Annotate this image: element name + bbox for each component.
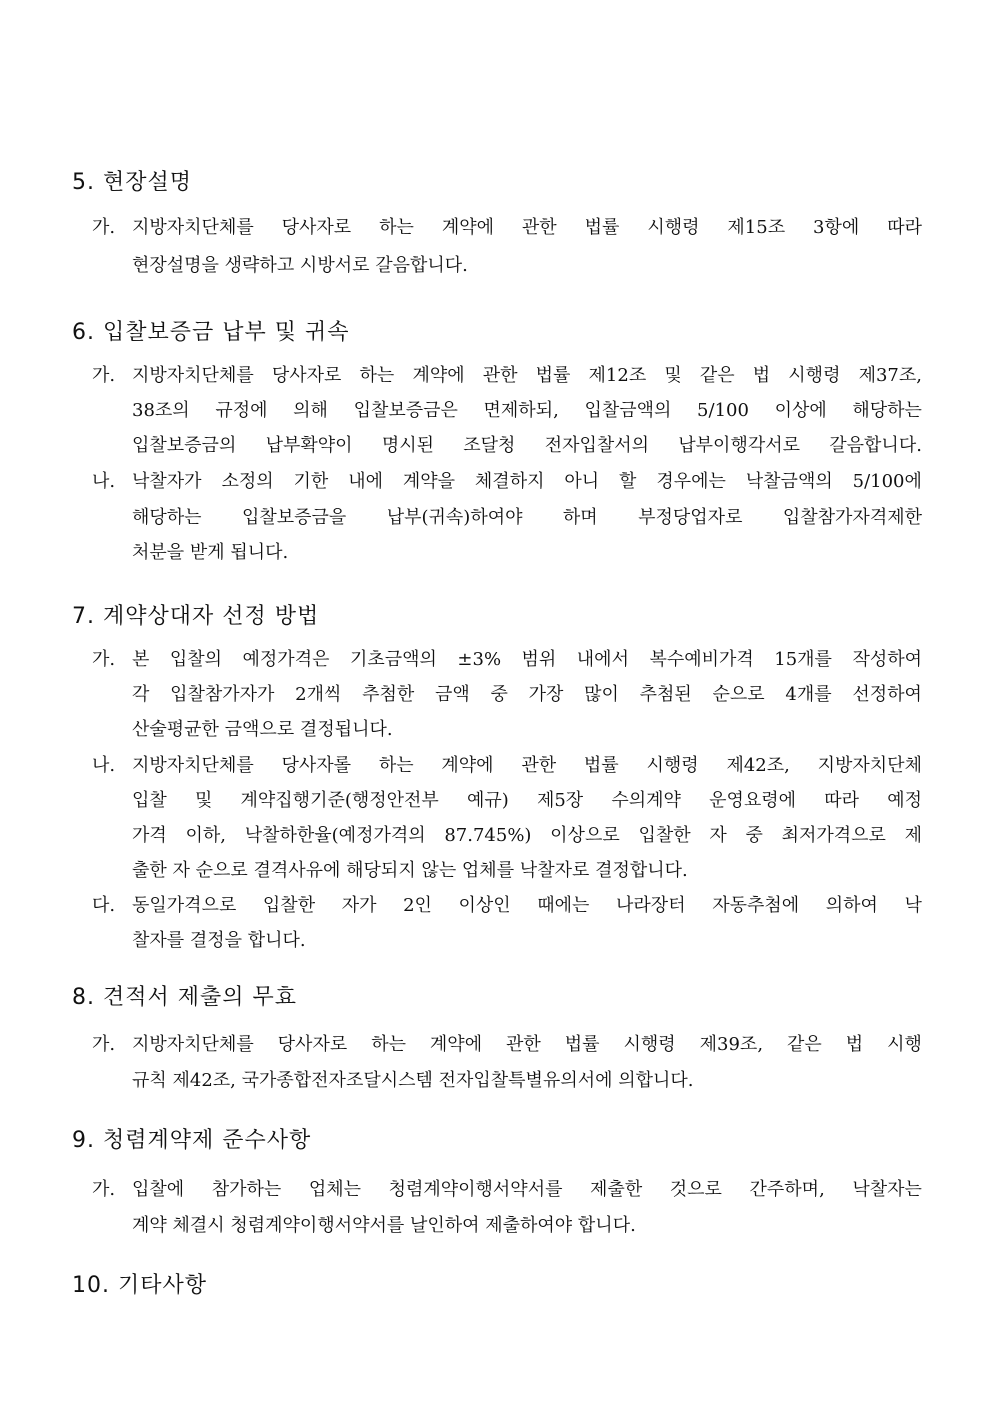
line-word: 2인 bbox=[403, 895, 432, 916]
line-word: 가장 bbox=[528, 684, 564, 705]
section-heading: 9. 청렴계약제 준수사항 bbox=[72, 1128, 312, 1153]
line-word: 법률 bbox=[584, 217, 620, 238]
line-word: 규정에 bbox=[215, 400, 268, 421]
line-word: 입찰보증금을 bbox=[241, 507, 347, 528]
line-word: 입찰보증금은 bbox=[353, 400, 458, 421]
line-word: 업체는 bbox=[308, 1179, 362, 1200]
item-marker: 나. bbox=[92, 755, 116, 776]
line-word: 계약에 bbox=[412, 365, 465, 386]
line-word: 기한 bbox=[293, 471, 329, 492]
line-word: 4개를 bbox=[785, 684, 832, 705]
item-line: 산술평균한 금액으로 결정됩니다. bbox=[132, 719, 393, 740]
item-marker: 가. bbox=[92, 1179, 116, 1200]
line-word: 5/100에 bbox=[852, 471, 922, 492]
item-marker: 다. bbox=[92, 895, 116, 916]
line-word: 관한 bbox=[521, 217, 557, 238]
item-marker: 가. bbox=[92, 1034, 116, 1055]
line-word: 간주하며, bbox=[749, 1179, 825, 1200]
line-word: 입찰금액의 bbox=[584, 400, 672, 421]
line-word: 입찰참가자가 bbox=[170, 684, 275, 705]
line-word: 당사자로 bbox=[271, 365, 342, 386]
line-word: 작성하여 bbox=[852, 649, 922, 670]
line-word: 낙 bbox=[904, 895, 922, 916]
line-word: 참가하는 bbox=[211, 1179, 282, 1200]
line-word: 가격 bbox=[132, 825, 167, 846]
line-word: 내에서 bbox=[576, 649, 629, 670]
item-line bbox=[132, 888, 922, 924]
line-word: 최저가격으로 bbox=[781, 825, 886, 846]
line-word: 의하여 bbox=[825, 895, 878, 916]
line-word: 청렴계약이행서약서를 bbox=[388, 1179, 563, 1200]
line-word: 복수예비가격 bbox=[649, 649, 754, 670]
line-word: 납부이행각서로 bbox=[678, 435, 800, 456]
line-word: 따라 bbox=[887, 217, 922, 238]
line-word: 이상에 bbox=[774, 400, 827, 421]
line-word: 5/100 bbox=[697, 400, 749, 421]
line-word: 나라장터 bbox=[616, 895, 686, 916]
line-word: 이하, bbox=[185, 825, 226, 846]
line-word: ±3% bbox=[457, 649, 502, 670]
line-word: 부정당업자로 bbox=[638, 507, 743, 528]
line-word: 법 bbox=[845, 1034, 864, 1055]
line-word: 당사자로 bbox=[277, 1034, 348, 1055]
line-word: 면제하되, bbox=[483, 400, 559, 421]
line-word: 하는 bbox=[359, 365, 395, 386]
item-line bbox=[132, 464, 922, 500]
item-line bbox=[132, 393, 922, 429]
line-word: 2개씩 bbox=[295, 684, 342, 705]
line-word: 중 bbox=[490, 684, 508, 705]
line-word: 시행령 bbox=[647, 217, 700, 238]
line-word: 전자입찰서의 bbox=[544, 435, 650, 456]
line-word: 운영요령에 bbox=[709, 790, 797, 811]
line-word: 갈음합니다. bbox=[829, 435, 922, 456]
line-word: 자동추첨에 bbox=[712, 895, 800, 916]
line-word: 선정하여 bbox=[852, 684, 922, 705]
line-word: 해당하는 bbox=[132, 507, 202, 528]
line-word: 낙찰금액의 bbox=[745, 471, 833, 492]
line-word: 따라 bbox=[824, 790, 860, 811]
line-word: 자가 bbox=[341, 895, 377, 916]
item-line bbox=[132, 748, 922, 784]
line-word: 아니 bbox=[564, 471, 600, 492]
item-line bbox=[132, 428, 922, 464]
line-word: 및 bbox=[664, 365, 682, 386]
item-line: 처분을 받게 됩니다. bbox=[132, 542, 289, 563]
line-word: 입찰한 bbox=[638, 825, 691, 846]
line-word: 예정 bbox=[887, 790, 922, 811]
line-word: 및 bbox=[194, 790, 213, 811]
line-word: 법률 bbox=[535, 365, 571, 386]
item-line bbox=[132, 1172, 922, 1208]
line-word: 시행령 bbox=[788, 365, 841, 386]
line-word: 낙찰하한율(예정가격의 bbox=[244, 825, 426, 846]
line-word: 지방자치단체를 bbox=[132, 365, 254, 386]
item-line bbox=[132, 1027, 922, 1063]
line-word: 제출한 bbox=[590, 1179, 643, 1200]
line-word: 관한 bbox=[521, 755, 557, 776]
line-word: 해당하는 bbox=[852, 400, 922, 421]
line-word: 15개를 bbox=[774, 649, 832, 670]
line-word: 입찰한 bbox=[262, 895, 316, 916]
line-word: 때에는 bbox=[537, 895, 590, 916]
item-line: 계약 체결시 청렴계약이행서약서를 날인하여 제출하여야 합니다. bbox=[132, 1215, 636, 1236]
line-word: 입찰참가자격제한 bbox=[782, 507, 922, 528]
line-word: 계약에 bbox=[441, 755, 494, 776]
line-word: 계약집행기준(행정안전부 bbox=[240, 790, 439, 811]
line-word: 제37조, bbox=[858, 365, 922, 386]
item-line bbox=[132, 358, 922, 394]
item-line bbox=[132, 677, 922, 713]
line-word: 87.745%) bbox=[444, 825, 532, 846]
line-word: 하는 bbox=[378, 755, 414, 776]
line-word: 하는 bbox=[379, 217, 414, 238]
line-word: 내에 bbox=[348, 471, 383, 492]
line-word: 시행령 bbox=[623, 1034, 676, 1055]
item-marker: 가. bbox=[92, 365, 116, 386]
line-word: 체결하지 bbox=[474, 471, 545, 492]
item-line: 규칙 제42조, 국가종합전자조달시스템 전자입찰특별유의서에 의합니다. bbox=[132, 1070, 694, 1091]
line-word: 자 bbox=[709, 825, 727, 846]
line-word: 입찰의 bbox=[169, 649, 223, 670]
line-word: 지방자치단체 bbox=[817, 755, 922, 776]
line-word: 기초금액의 bbox=[349, 649, 437, 670]
line-word: 동일가격으로 bbox=[132, 895, 237, 916]
item-marker: 가. bbox=[92, 649, 116, 670]
line-word: 경우에는 bbox=[656, 471, 726, 492]
line-word: 이상인 bbox=[458, 895, 511, 916]
line-word: 시행 bbox=[887, 1034, 922, 1055]
line-word: 납부확약이 bbox=[265, 435, 353, 456]
line-word: 순으로 bbox=[712, 684, 765, 705]
line-word: 이상으로 bbox=[550, 825, 620, 846]
line-word: 같은 bbox=[787, 1034, 822, 1055]
line-word: 3항에 bbox=[813, 217, 860, 238]
line-word: 본 bbox=[132, 649, 150, 670]
line-word: 제39조, bbox=[699, 1034, 764, 1055]
line-word: 할 bbox=[619, 471, 637, 492]
item-marker: 가. bbox=[92, 217, 116, 238]
line-word: 조달청 bbox=[463, 435, 516, 456]
line-word: 당사자롤 bbox=[281, 755, 352, 776]
line-word: 추첨된 bbox=[639, 684, 692, 705]
line-word: 지방자치단체를 bbox=[132, 755, 254, 776]
line-word: 같은 bbox=[699, 365, 735, 386]
item-line bbox=[132, 500, 922, 536]
line-word: 것으로 bbox=[669, 1179, 722, 1200]
line-word: 예규) bbox=[466, 790, 509, 811]
line-word: 의해 bbox=[293, 400, 328, 421]
line-word: 관한 bbox=[506, 1034, 541, 1055]
line-word: 관한 bbox=[482, 365, 518, 386]
item-line: 출한 자 순으로 결격사유에 해당되지 않는 업체를 낙찰자로 결정합니다. bbox=[132, 860, 688, 881]
line-word: 하며 bbox=[562, 507, 598, 528]
line-word: 납부(귀속)하여야 bbox=[386, 507, 523, 528]
line-word: 당사자로 bbox=[281, 217, 352, 238]
item-line bbox=[132, 783, 922, 819]
item-line: 현장설명을 생략하고 시방서로 갈음합니다. bbox=[132, 255, 468, 276]
line-word: 입찰에 bbox=[132, 1179, 185, 1200]
line-word: 법 bbox=[752, 365, 771, 386]
item-marker: 나. bbox=[92, 471, 116, 492]
line-word: 제42조, bbox=[726, 755, 790, 776]
item-line: 찰자를 결정을 합니다. bbox=[132, 930, 306, 951]
line-word: 지방자치단체를 bbox=[132, 1034, 254, 1055]
section-heading: 6. 입찰보증금 납부 및 귀속 bbox=[72, 320, 350, 345]
section-heading: 7. 계약상대자 선정 방법 bbox=[72, 604, 320, 629]
line-word: 추첨한 bbox=[362, 684, 415, 705]
section-heading: 10. 기타사항 bbox=[72, 1273, 207, 1298]
line-word: 제 bbox=[904, 825, 922, 846]
line-word: 수의계약 bbox=[611, 790, 681, 811]
item-line bbox=[132, 818, 922, 854]
line-word: 제12조 bbox=[588, 365, 647, 386]
line-word: 하는 bbox=[371, 1034, 406, 1055]
line-word: 계약에 bbox=[441, 217, 494, 238]
line-word: 낙찰자는 bbox=[852, 1179, 922, 1200]
line-word: 제15조 bbox=[727, 217, 786, 238]
line-word: 계약을 bbox=[402, 471, 456, 492]
line-word: 시행령 bbox=[646, 755, 699, 776]
item-line bbox=[132, 642, 922, 678]
line-word: 소정의 bbox=[221, 471, 274, 492]
line-word: 금액 bbox=[435, 684, 470, 705]
line-word: 38조의 bbox=[132, 400, 190, 421]
line-word: 입찰 bbox=[132, 790, 167, 811]
line-word: 계약에 bbox=[429, 1034, 483, 1055]
line-word: 낙찰자가 bbox=[132, 471, 202, 492]
line-word: 중 bbox=[745, 825, 763, 846]
line-word: 법률 bbox=[564, 1034, 600, 1055]
line-word: 범위 bbox=[521, 649, 557, 670]
section-heading: 5. 현장설명 bbox=[72, 170, 192, 195]
line-word: 많이 bbox=[584, 684, 619, 705]
line-word: 명시된 bbox=[381, 435, 434, 456]
line-word: 법률 bbox=[583, 755, 619, 776]
line-word: 예정가격은 bbox=[242, 649, 330, 670]
item-line bbox=[132, 210, 922, 246]
line-word: 지방자치단체를 bbox=[132, 217, 254, 238]
line-word: 각 bbox=[132, 684, 150, 705]
line-word: 제5장 bbox=[536, 790, 584, 811]
line-word: 입찰보증금의 bbox=[132, 435, 237, 456]
section-heading: 8. 견적서 제출의 무효 bbox=[72, 985, 297, 1010]
